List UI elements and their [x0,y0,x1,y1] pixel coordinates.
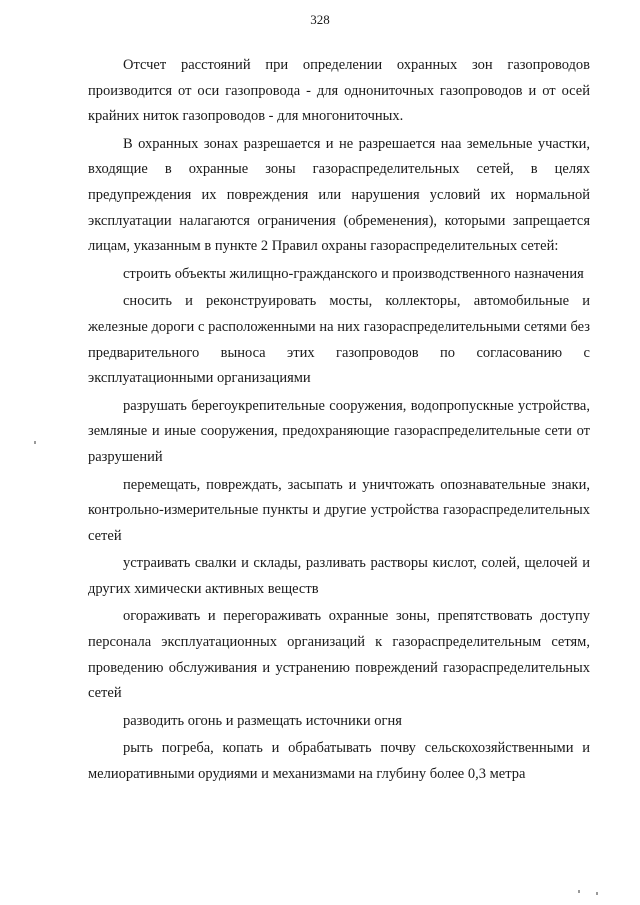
paragraph-restrictions-intro: В охранных зонах разрешается и не разрешается наа земельные участки, входящие в охранные зоны газораспределительных сетей, в целях предупреждения их повреждения или нарушения условий их нормальной эксплуатации налагаются ограничения (обременения), которыми запрещается лицам, указанным в пункте 2 Правил охраны газораспределительных сетей: [88,135,590,255]
document-body [88,53,590,788]
list-item-dig-cellars: рыть погреба, копать и обрабатывать почву сельскохозяйственными и мелиоративными орудиями и механизмами на глубину более 0,3 метра [88,740,590,783]
list-item-build-objects: строить объекты жилищно-гражданского и производственного назначения [123,265,584,282]
scan-speck-bottom-right [578,890,580,893]
list-item-move-signs: перемещать, повреждать, засыпать и уничтожать опознавательные знаки, контрольно-измерительные пункты и другие устройства газораспределительных сетей [88,476,590,544]
list-item-fire-sources: разводить огонь и размещать источники огня [123,712,402,729]
list-item-demolish-bridges: сносить и реконструировать мосты, коллекторы, автомобильные и железные дороги с расположенными на них газораспределительными сетями без предварительного выноса этих газопроводов по согласованию с эксплуатационными организациями [88,293,590,387]
list-item-destroy-structures: разрушать берегоукрепительные сооружения, водопропускные устройства, земляные и иные сооружения, предохраняющие газораспределительные сети от разрушений [88,397,590,465]
scan-speck-left [34,441,36,444]
paragraph-distance-measurement: Отсчет расстояний при определении охранных зон газопроводов производится от оси газопровода - для однониточных газопроводов и от осей крайних ниток газопроводов - для многониточных. [88,57,590,125]
page-number: 328 [310,12,330,27]
scan-speck-bottom-right-2 [596,892,598,895]
list-item-dumps-warehouses: устраивать свалки и склады, разливать растворы кислот, солей, щелочей и других химически активных веществ [88,555,590,597]
list-item-fence-zones: огораживать и перегораживать охранные зоны, препятствовать доступу персонала эксплуатационных организаций к газораспределительным сетям, проведению обслуживания и устранению повреждений газораспределительных сетей [88,608,590,702]
